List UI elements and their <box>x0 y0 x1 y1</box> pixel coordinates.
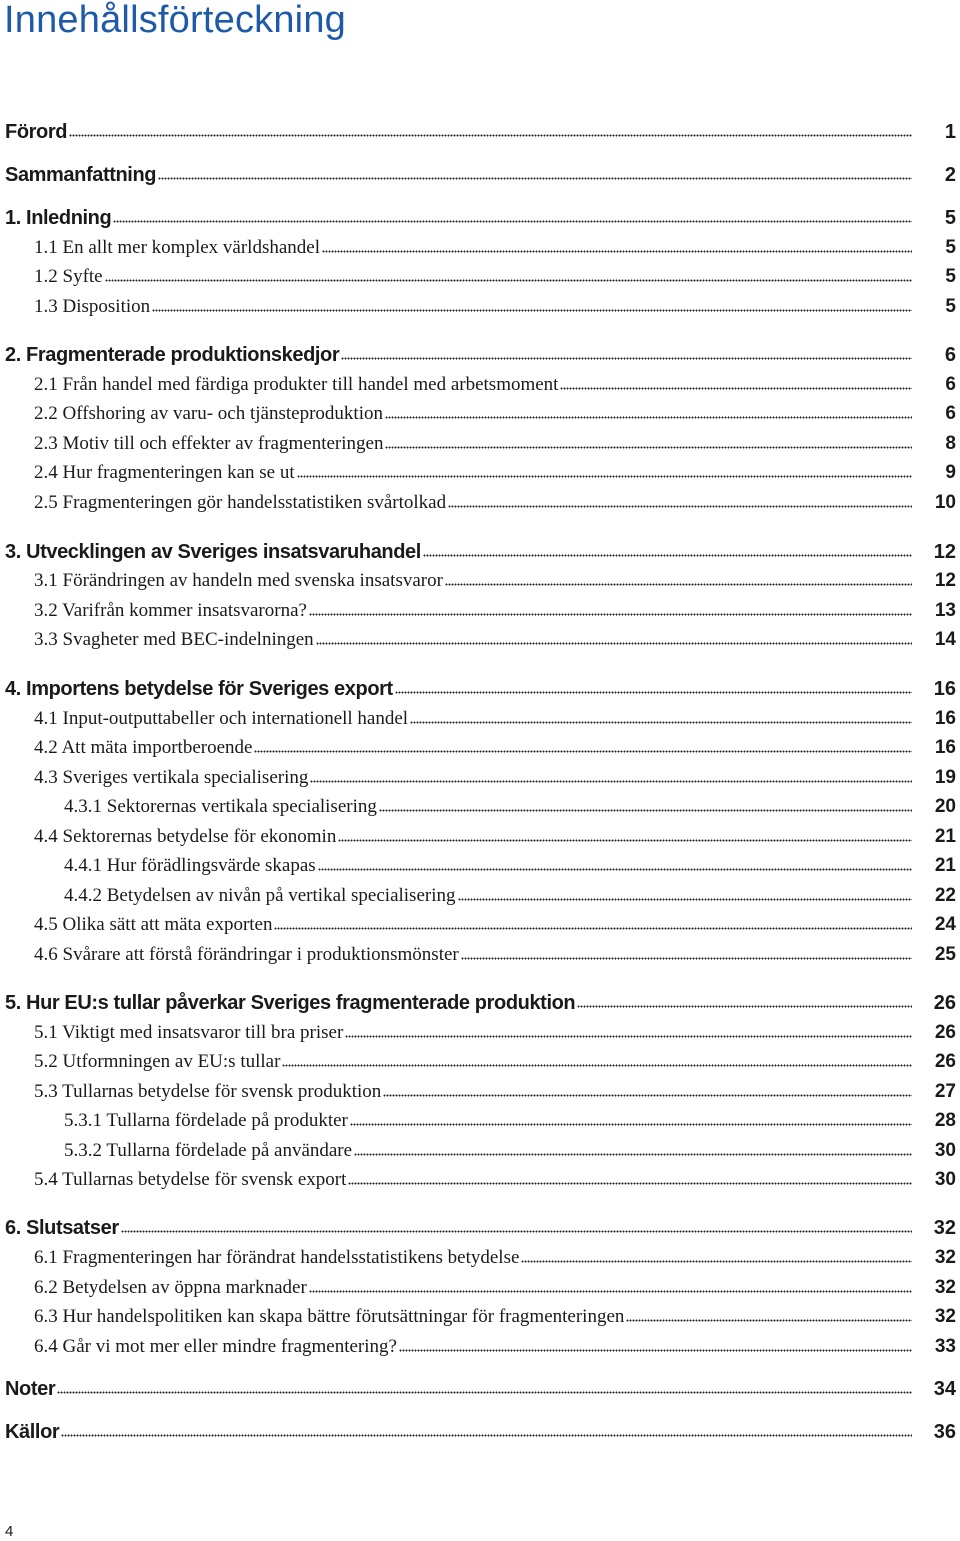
dot-leader <box>521 1257 912 1265</box>
toc-entry-page: 21 <box>934 855 956 876</box>
toc-entry-page: 30 <box>934 1169 956 1190</box>
toc-entry[interactable] <box>0 1374 960 1400</box>
dot-leader <box>461 954 912 962</box>
toc-entry-page: 27 <box>934 1081 956 1102</box>
toc-entry[interactable] <box>0 625 960 651</box>
toc-entry-title: 5.2 Utformningen av EU:s tullar <box>34 1051 281 1072</box>
toc-entry-title: 1. Inledning <box>5 207 112 229</box>
toc-entry[interactable] <box>0 1136 960 1162</box>
toc-entry[interactable] <box>0 458 960 484</box>
toc-entry-title: 2.5 Fragmenteringen gör handelsstatistiken svårtolkad <box>34 492 447 513</box>
toc-entry-title: Förord <box>5 121 68 143</box>
toc-entry[interactable] <box>0 1332 960 1358</box>
toc-entry-title: 4.4 Sektorernas betydelse för ekonomin <box>34 826 337 847</box>
toc-entry-title: Källor <box>5 1421 60 1443</box>
dot-leader <box>560 384 912 392</box>
dot-leader <box>354 1150 912 1158</box>
toc-entry[interactable] <box>0 1273 960 1299</box>
dot-leader <box>309 1287 912 1295</box>
toc-entry-page: 13 <box>934 600 956 621</box>
toc-entry-page: 32 <box>934 1277 956 1298</box>
dot-leader <box>105 276 912 284</box>
toc-entry-page: 30 <box>934 1140 956 1161</box>
toc-entry[interactable] <box>0 763 960 789</box>
toc-entry-page: 16 <box>933 678 956 700</box>
dot-leader <box>350 1120 912 1128</box>
page-title: Innehållsförteckning <box>4 0 346 41</box>
dot-leader <box>423 551 912 559</box>
dot-leader <box>113 217 912 225</box>
toc-entry-page: 14 <box>934 629 956 650</box>
dot-leader <box>385 413 912 421</box>
toc-entry[interactable] <box>0 1213 960 1239</box>
toc-entry-title: 1.3 Disposition <box>34 296 151 317</box>
toc-entry-page: 22 <box>934 885 956 906</box>
dot-leader <box>379 806 912 814</box>
toc-entry-title: 6.1 Fragmenteringen har förändrat handelsstatistikens betydelse <box>34 1247 520 1268</box>
toc-entry-page: 33 <box>934 1336 956 1357</box>
toc-entry-title: 4. Importens betydelse för Sveriges export <box>5 678 393 700</box>
toc-entry[interactable] <box>0 822 960 848</box>
dot-leader <box>395 688 912 696</box>
toc-entry[interactable] <box>0 203 960 229</box>
toc-entry-title: 4.4.2 Betydelsen av nivån på vertikal specialisering <box>64 885 456 906</box>
toc-entry[interactable] <box>0 488 960 514</box>
toc-entry[interactable] <box>0 881 960 907</box>
toc-entry[interactable] <box>0 1047 960 1073</box>
dot-leader <box>309 610 912 618</box>
toc-entry[interactable] <box>0 704 960 730</box>
toc-entry[interactable] <box>0 117 960 143</box>
toc-entry-page: 21 <box>934 826 956 847</box>
toc-entry[interactable] <box>0 910 960 936</box>
toc-entry-title: 3. Utvecklingen av Sveriges insatsvaruhandel <box>5 541 421 563</box>
toc-entry-title: 5.4 Tullarnas betydelse för svensk export <box>34 1169 347 1190</box>
toc-entry-page: 5 <box>945 237 956 258</box>
toc-entry-title: 3.3 Svagheter med BEC-indelningen <box>34 629 314 650</box>
toc-entry[interactable] <box>0 940 960 966</box>
toc-entry[interactable] <box>0 292 960 318</box>
dot-leader <box>385 443 912 451</box>
toc-entry-title: 4.2 Att mäta importberoende <box>34 737 253 758</box>
toc-entry[interactable] <box>0 399 960 425</box>
dot-leader <box>121 1227 912 1235</box>
dot-leader <box>158 174 912 182</box>
toc-entry[interactable] <box>0 792 960 818</box>
toc-entry-page: 26 <box>933 992 956 1014</box>
toc-entry-page: 6 <box>945 374 956 395</box>
toc-entry-title: 2.2 Offshoring av varu- och tjänsteproduktion <box>34 403 383 424</box>
toc-entry-title: 5.1 Viktigt med insatsvaror till bra priser <box>34 1022 344 1043</box>
toc-entry-page: 16 <box>934 708 956 729</box>
toc-entry-page: 36 <box>933 1421 956 1443</box>
dot-leader <box>310 777 912 785</box>
toc-entry-page: 19 <box>934 767 956 788</box>
toc-entry-title: 2. Fragmenterade produktionskedjor <box>5 344 340 366</box>
dot-leader <box>448 502 912 510</box>
toc-entry[interactable] <box>0 1077 960 1103</box>
toc-entry[interactable] <box>0 733 960 759</box>
toc-entry-title: 3.1 Förändringen av handeln med svenska insatsvaror <box>34 570 443 591</box>
dot-leader <box>341 354 912 362</box>
toc-entry-title: 5.3.1 Tullarna fördelade på produkter <box>64 1110 348 1131</box>
toc-entry-title: 6.3 Hur handelspolitiken kan skapa bättre förutsättningar för fragmenteringen <box>34 1306 625 1327</box>
toc-entry[interactable] <box>0 1417 960 1443</box>
dot-leader <box>152 306 912 314</box>
toc-entry-title: Sammanfattning <box>5 164 157 186</box>
toc-entry-title: 6. Slutsatser <box>5 1217 119 1239</box>
toc-entry-page: 2 <box>944 164 956 186</box>
toc-entry[interactable] <box>0 537 960 563</box>
toc-entry-page: 28 <box>934 1110 956 1131</box>
toc-entry[interactable] <box>0 262 960 288</box>
toc-entry-page: 12 <box>934 570 956 591</box>
toc-entry-page: 5 <box>944 207 956 229</box>
dot-leader <box>297 472 912 480</box>
toc-entry-page: 25 <box>934 944 956 965</box>
toc-entry-page: 12 <box>933 541 956 563</box>
toc-entry-page: 16 <box>934 737 956 758</box>
toc-entry[interactable] <box>0 1302 960 1328</box>
page-number: 4 <box>5 1523 14 1540</box>
toc-entry[interactable] <box>0 1018 960 1044</box>
dot-leader <box>345 1032 912 1040</box>
toc-entry[interactable] <box>0 596 960 622</box>
toc-entry[interactable] <box>0 674 960 700</box>
toc-entry-page: 1 <box>944 121 956 143</box>
dot-leader <box>254 747 912 755</box>
toc-entry-page: 34 <box>933 1378 956 1400</box>
dot-leader <box>316 639 912 647</box>
toc-entry-title: 1.1 En allt mer komplex världshandel <box>34 237 320 258</box>
toc-entry-page: 26 <box>934 1022 956 1043</box>
dot-leader <box>318 865 912 873</box>
toc-entry[interactable] <box>0 429 960 455</box>
dot-leader <box>577 1002 912 1010</box>
toc-entry[interactable] <box>0 340 960 366</box>
toc-entry-page: 24 <box>934 914 956 935</box>
dot-leader <box>348 1179 912 1187</box>
toc-entry-title: 4.1 Input-outputtabeller och internationell handel <box>34 708 409 729</box>
toc-entry-title: 3.2 Varifrån kommer insatsvarorna? <box>34 600 307 621</box>
toc-entry[interactable] <box>0 1243 960 1269</box>
toc-entry[interactable] <box>0 1106 960 1132</box>
toc-entry-title: 1.2 Syfte <box>34 266 103 287</box>
dot-leader <box>445 580 912 588</box>
toc-entry-title: 4.6 Svårare att förstå förändringar i produktionsmönster <box>34 944 459 965</box>
dot-leader <box>274 924 912 932</box>
toc-entry-page: 20 <box>934 796 956 817</box>
toc-entry-page: 9 <box>945 462 956 483</box>
toc-entry-title: 5.3.2 Tullarna fördelade på användare <box>64 1140 353 1161</box>
toc-entry[interactable] <box>0 160 960 186</box>
toc-entry-page: 5 <box>945 266 956 287</box>
toc-entry-title: 5. Hur EU:s tullar påverkar Sveriges fragmenterade produktion <box>5 992 576 1014</box>
toc-entry-title: 4.4.1 Hur förädlingsvärde skapas <box>64 855 316 876</box>
toc-entry-page: 6 <box>944 344 956 366</box>
toc-entry-title: 2.1 Från handel med färdiga produkter till handel med arbetsmoment <box>34 374 559 395</box>
toc-entry-page: 10 <box>934 492 956 513</box>
toc-entry-title: 4.3 Sveriges vertikala specialisering <box>34 767 309 788</box>
toc-entry-title: Noter <box>5 1378 56 1400</box>
toc-entry-title: 4.5 Olika sätt att mäta exporten <box>34 914 273 935</box>
dot-leader <box>57 1388 912 1396</box>
dot-leader <box>458 895 913 903</box>
dot-leader <box>338 836 912 844</box>
toc-entry-title: 6.2 Betydelsen av öppna marknader <box>34 1277 307 1298</box>
dot-leader <box>322 247 912 255</box>
toc-entry-title: 2.3 Motiv till och effekter av fragmenteringen <box>34 433 384 454</box>
toc-entry-page: 6 <box>945 403 956 424</box>
dot-leader <box>410 718 912 726</box>
toc-entry-page: 32 <box>934 1306 956 1327</box>
toc-entry[interactable] <box>0 233 960 259</box>
toc-entry[interactable] <box>0 566 960 592</box>
dot-leader <box>626 1316 912 1324</box>
dot-leader <box>383 1091 912 1099</box>
dot-leader <box>282 1061 912 1069</box>
dot-leader <box>399 1346 912 1354</box>
toc-entry[interactable] <box>0 851 960 877</box>
dot-leader <box>69 131 912 139</box>
toc-entry[interactable] <box>0 988 960 1014</box>
toc-entry-page: 5 <box>945 296 956 317</box>
dot-leader <box>61 1431 912 1439</box>
toc-entry-title: 4.3.1 Sektorernas vertikala specialisering <box>64 796 377 817</box>
toc-entry[interactable] <box>0 370 960 396</box>
toc-entry[interactable] <box>0 1165 960 1191</box>
toc-entry-page: 32 <box>933 1217 956 1239</box>
toc-entry-title: 6.4 Går vi mot mer eller mindre fragmentering? <box>34 1336 397 1357</box>
toc-entry-title: 2.4 Hur fragmenteringen kan se ut <box>34 462 295 483</box>
toc-entry-title: 5.3 Tullarnas betydelse för svensk produktion <box>34 1081 382 1102</box>
toc-entry-page: 8 <box>945 433 956 454</box>
toc-entry-page: 26 <box>934 1051 956 1072</box>
toc-entry-page: 32 <box>934 1247 956 1268</box>
